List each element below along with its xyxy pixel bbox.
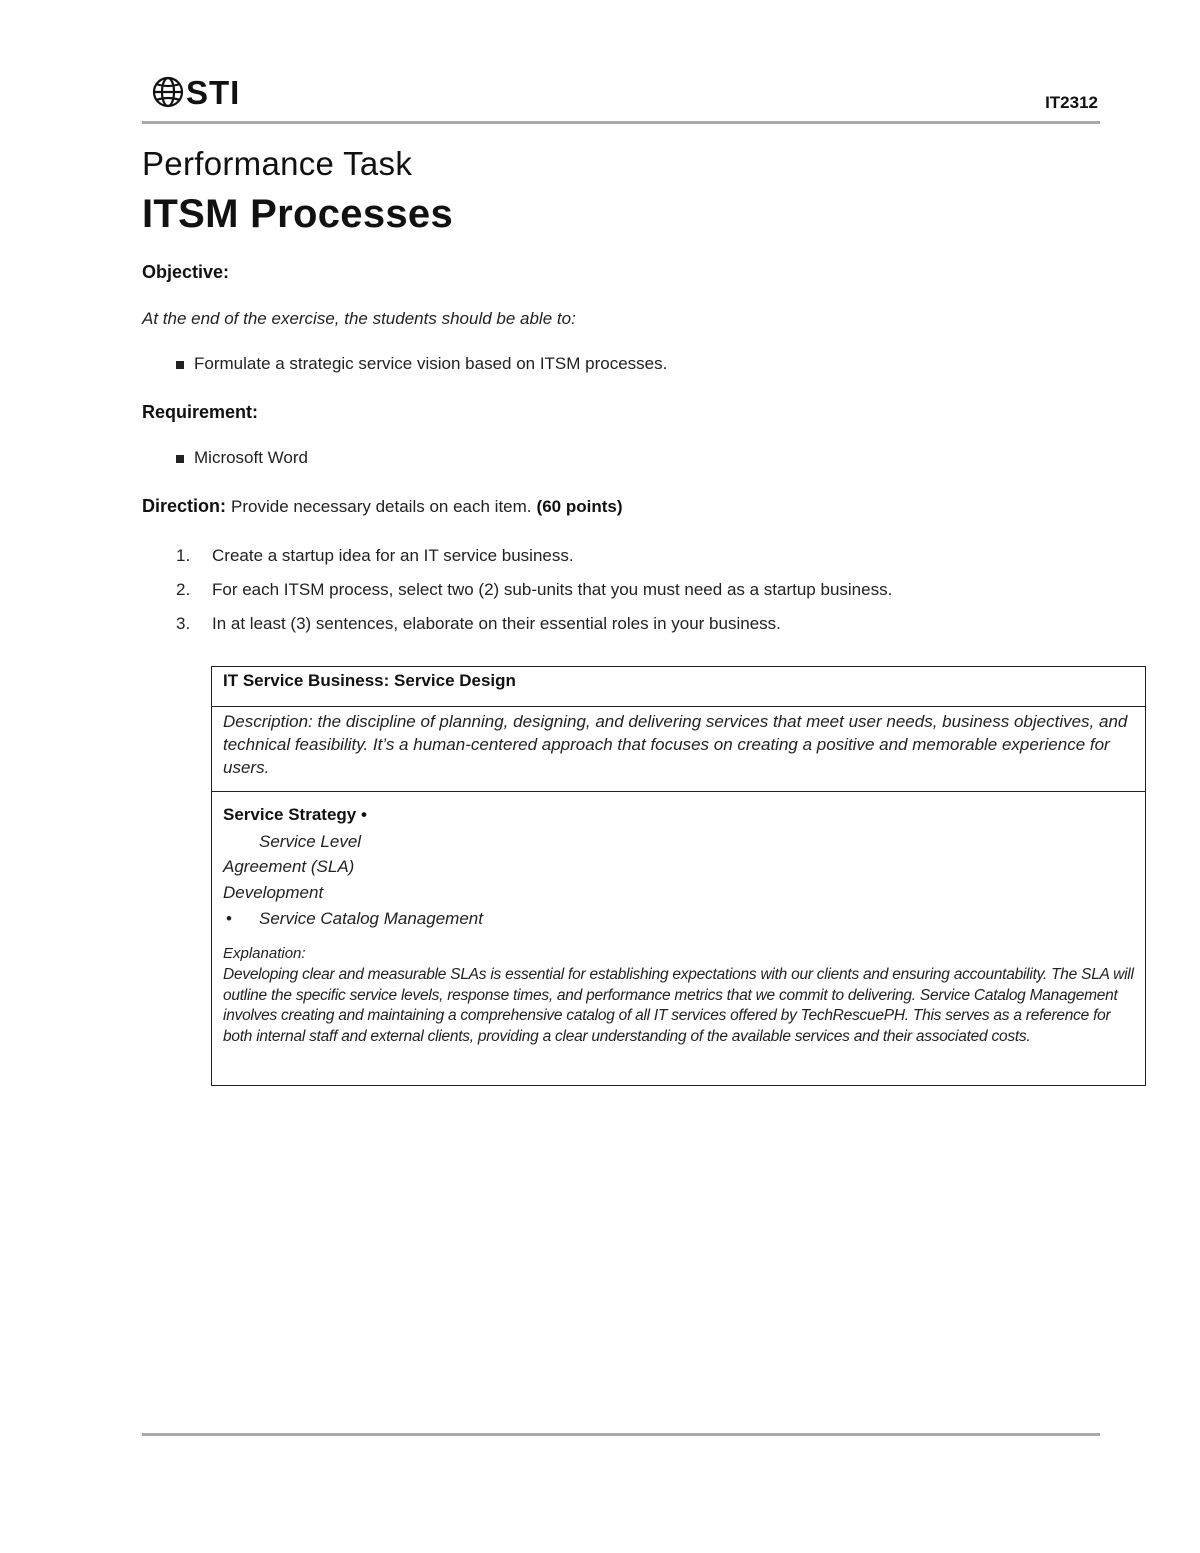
sla-line: Agreement (SLA) xyxy=(223,857,355,876)
objective-item xyxy=(176,354,667,374)
objective-heading: Objective: xyxy=(142,262,230,282)
requirement-item xyxy=(176,448,308,468)
requirement-item-text: Microsoft Word xyxy=(194,448,308,467)
globe-icon xyxy=(150,74,186,110)
explanation-text: Developing clear and measurable SLAs is essential for establishing expectations with our clients and ensuring accountability. The SLA will outline the specific service levels, response times, and performance metrics that we commit to delivering. Service Catalog Management involves creating and maintaining a comprehensive catalog of all IT services offered by TechRescuePH. This serves as a reference for both internal staff and external clients, providing a clear understanding of the available services and their associated costs. xyxy=(223,966,1134,1045)
header-divider xyxy=(142,121,1100,124)
direction-heading: Direction: xyxy=(142,496,227,516)
service-catalog-item: Service Catalog Management xyxy=(259,909,483,928)
table-content-row xyxy=(212,792,1145,1085)
objective-item-text: Formulate a strategic service vision based on ITSM processes. xyxy=(194,354,668,373)
step-text: In at least (3) sentences, elaborate on their essential roles in your business. xyxy=(212,614,781,633)
direction-line xyxy=(142,496,623,517)
step-text: Create a startup idea for an IT service business. xyxy=(212,546,574,565)
square-bullet-icon xyxy=(176,361,184,369)
sla-line: Service Level xyxy=(259,832,362,851)
page-title: ITSM Processes xyxy=(142,192,454,236)
table-title: IT Service Business: Service Design xyxy=(223,671,516,690)
step-number: 3. xyxy=(176,614,191,633)
page-kicker: Performance Task xyxy=(142,145,413,182)
service-design-table xyxy=(211,666,1146,1086)
footer-divider xyxy=(142,1433,1100,1436)
direction-points: (60 points) xyxy=(536,497,623,516)
step-item xyxy=(176,580,892,600)
table-description: Description: the discipline of planning, designing, and delivering services that meet user needs, business objectives, and technical feasibility. It’s a human-centered approach that focuses on creating a positive and memorable experience for users. xyxy=(223,712,1128,777)
service-strategy-heading: Service Strategy • xyxy=(223,805,367,824)
square-bullet-icon xyxy=(176,455,184,463)
sla-line: Development xyxy=(223,883,324,902)
table-header-row xyxy=(212,667,1145,707)
sti-logo xyxy=(150,74,240,110)
step-item xyxy=(176,546,574,566)
requirement-heading: Requirement: xyxy=(142,402,259,422)
direction-text: Provide necessary details on each item. xyxy=(231,497,532,516)
explanation-label: Explanation: xyxy=(223,945,306,962)
step-number: 2. xyxy=(176,580,191,599)
step-number: 1. xyxy=(176,546,191,565)
table-description-row xyxy=(212,707,1145,792)
logo-wordmark: STI xyxy=(186,73,241,111)
objective-intro: At the end of the exercise, the students should be able to: xyxy=(142,309,576,328)
step-item xyxy=(176,614,781,634)
step-text: For each ITSM process, select two (2) sub-units that you must need as a startup business. xyxy=(212,580,893,599)
bullet-icon: • xyxy=(226,909,232,928)
course-code: IT2312 xyxy=(1045,93,1098,112)
